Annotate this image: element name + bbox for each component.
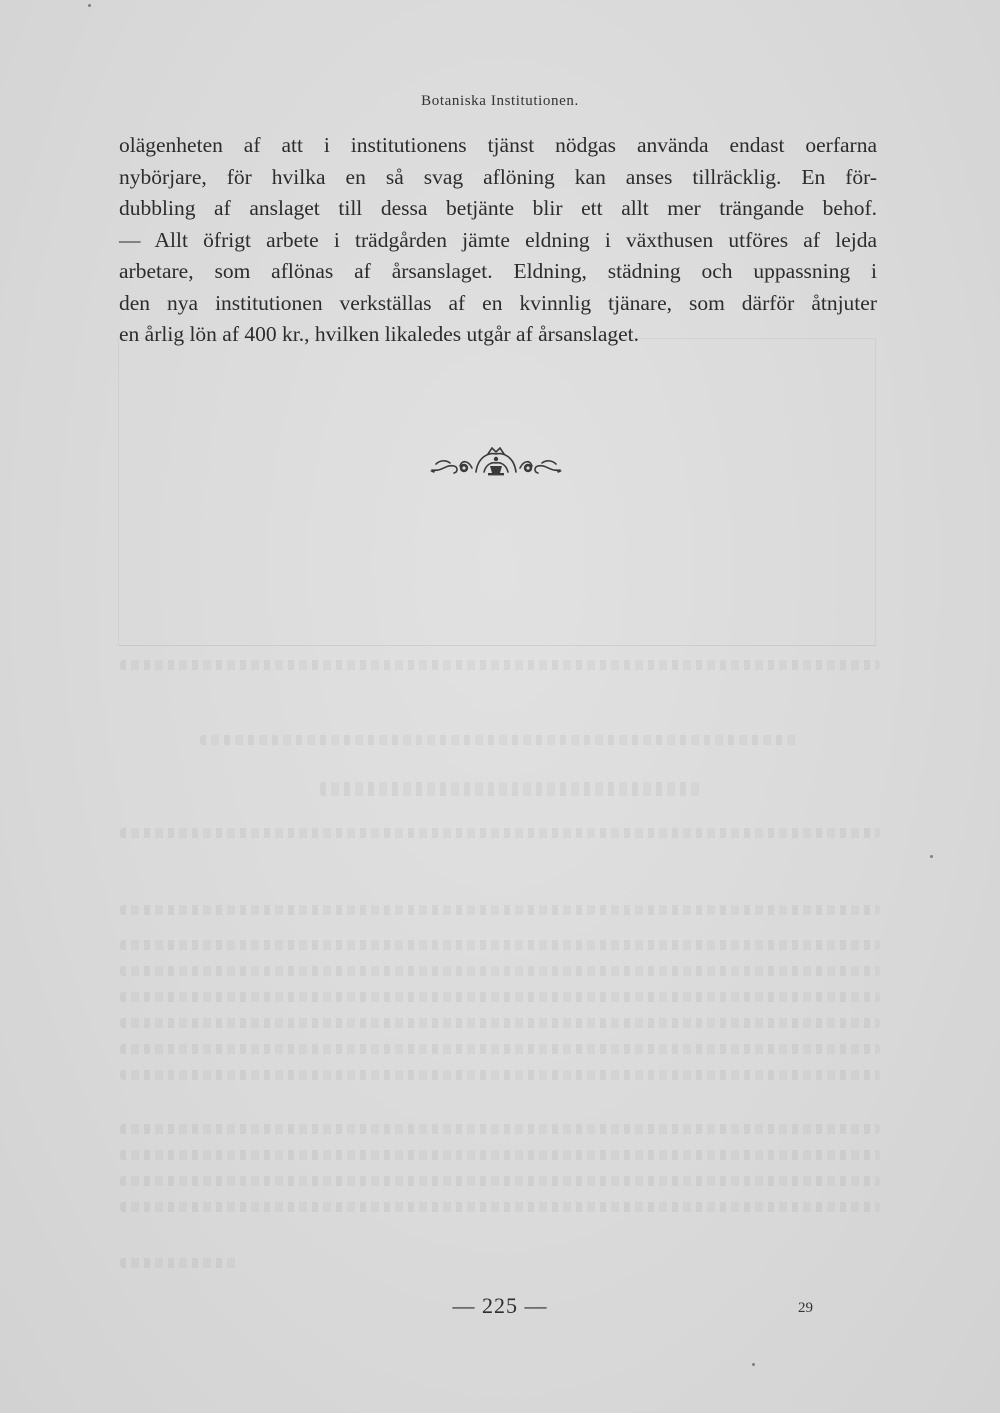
- text-line: nybörjare, för hvilka en så svag aflöning kan anses tillräcklig. En för-: [119, 164, 877, 189]
- page-number: — 225 —: [452, 1293, 548, 1318]
- paper-speck: [930, 855, 933, 858]
- show-through-line: [120, 1070, 880, 1080]
- text-line: en årlig lön af 400 kr., hvilken likaledes utgår af årsanslaget.: [119, 322, 640, 346]
- floral-vignette-icon: [428, 442, 564, 482]
- text-line: dubbling af anslaget till dessa betjänte blir ett allt mer trängande behof.: [119, 196, 877, 220]
- show-through-line: [120, 940, 880, 950]
- show-through-line: [120, 992, 880, 1002]
- text-line: arbetare, som aflönas af årsanslaget. Eldning, städning och uppassning i: [119, 259, 877, 283]
- text-line: olägenheten af att i institutionens tjänst nödgas använda endast oerfarna: [119, 133, 877, 157]
- show-through-line: [120, 905, 880, 915]
- show-through-line: [120, 1176, 880, 1186]
- show-through-line: [200, 735, 800, 745]
- running-header: Botaniska Institutionen.: [421, 93, 579, 109]
- show-through-plate: [118, 338, 876, 646]
- body-paragraph: [119, 130, 877, 351]
- show-through-line: [120, 1124, 880, 1134]
- show-through-line: [320, 782, 700, 796]
- signature-mark: 29: [798, 1300, 813, 1316]
- show-through-line: [120, 1018, 880, 1028]
- text-line: den nya institutionen verkställas af en kvinnlig tjänare, som därför åtnjuter: [119, 290, 877, 315]
- show-through-line: [120, 1150, 880, 1160]
- paper-speck: [88, 4, 91, 7]
- show-through-line: [120, 828, 880, 838]
- show-through-line: [120, 1044, 880, 1054]
- paper-speck: [752, 1363, 755, 1366]
- show-through-line: [120, 1202, 880, 1212]
- text-line: — Allt öfrigt arbete i trädgården jämte eldning i växthusen utföres af lejda: [119, 227, 877, 252]
- show-through-line: [120, 966, 880, 976]
- show-through-line: [120, 660, 880, 670]
- show-through-line: [120, 1258, 240, 1268]
